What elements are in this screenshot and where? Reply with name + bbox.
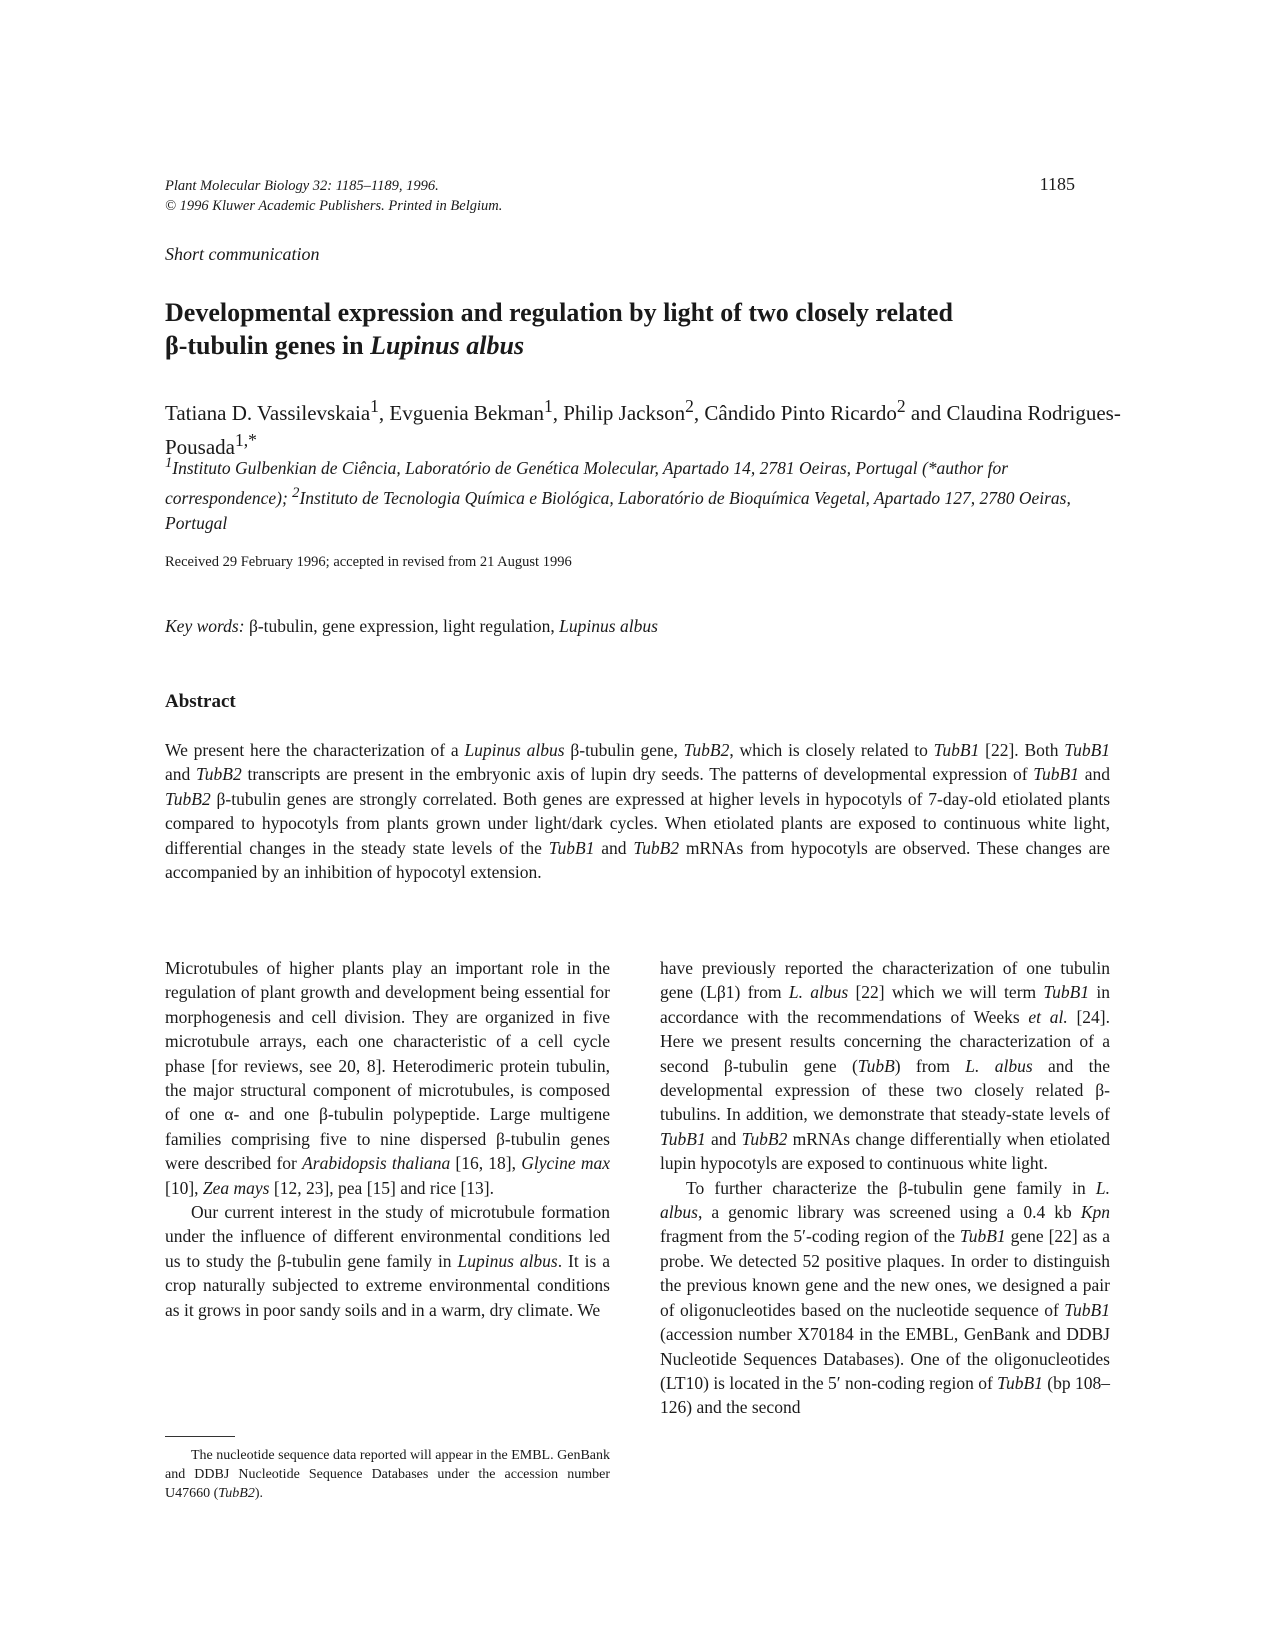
text-run: We present here the characterization of a	[165, 740, 465, 760]
journal-line-2: © 1996 Kluwer Academic Publishers. Printed in Belgium.	[165, 198, 503, 214]
text-run: TubB1	[1043, 982, 1090, 1003]
text-run: [22]. Both	[979, 740, 1065, 760]
keywords-label: Key words:	[165, 616, 245, 636]
text-run: ).	[254, 1486, 264, 1501]
text-run: TubB1	[997, 1372, 1043, 1393]
paper-title	[165, 296, 1105, 362]
text-run: mRNAs from hypocotyls are observed. These changes are accompanied by an inhibition of hypocotyl extension.	[165, 837, 1110, 883]
text-run: L. albus	[788, 982, 849, 1003]
text-run: et al.	[1028, 1006, 1068, 1027]
text-run: TubB1	[1064, 740, 1111, 760]
text-run: TubB1	[660, 1128, 706, 1149]
title-line-1: Developmental expression and regulation by light of two closely related	[165, 298, 953, 327]
title-species: Lupinus albus	[370, 331, 525, 360]
paragraph	[165, 956, 610, 1200]
text-run: TubB1	[959, 1226, 1006, 1247]
text-run: L. albus	[965, 1055, 1033, 1076]
author-2: , Evguenia Bekman	[378, 401, 544, 425]
author-5: and Claudina Rodrigues-Pousada	[165, 401, 1121, 459]
text-run: [12, 23], pea [15] and rice [13].	[269, 1177, 494, 1198]
paragraph	[660, 956, 1110, 1176]
text-run: and the developmental expression of these two closely related β-tubulins. In addition, we demonstrate that steady-state levels of	[660, 1055, 1110, 1125]
text-run: Microtubules of higher plants play an important role in the regulation of plant growth and development being essential for morphogenesis and cell division. They are organized in five microtubule arrays, each one characteristic of a cell cycle phase [for reviews, see 20, 8]. Heterodimeric protein tubulin, the major structural component of microtubules, is composed of one α- and one β-tubulin polypeptide. Large multigene families comprising five to nine dispersed β-tubulin genes were described for	[165, 958, 610, 1174]
author-1-sup: 1	[370, 396, 379, 416]
abstract-body	[165, 738, 1110, 884]
text-run: (bp 108–126) and the second	[660, 1372, 1110, 1418]
text-run: β-tubulin genes are strongly correlated. Both genes are expressed at higher levels in hypocotyls of 7-day-old etiolated plants compared to hypocotyls from plants grown under light/dark cycles. When etiolated plants are exposed to continuous white light, differential changes in the steady state levels of the	[165, 788, 1110, 858]
text-run: Glycine max	[521, 1153, 610, 1174]
paragraph	[660, 1176, 1110, 1420]
text-run: [24]. Here we present results concerning the characterization of a second β-tubulin gene (	[660, 1006, 1110, 1076]
text-run: [22] which we will term	[848, 982, 1044, 1003]
affil-2: Instituto de Tecnologia Química e Biológica, Laboratório de Bioquímica Vegetal, Apartado 127, 2780 Oeiras, Portugal	[165, 487, 1071, 533]
text-run: TubB2	[633, 837, 680, 858]
text-run: in accordance with the recommendations of Weeks	[660, 982, 1111, 1027]
affil-sup-2: 2	[292, 484, 300, 501]
journal-line-1: Plant Molecular Biology 32: 1185–1189, 1996.	[165, 178, 439, 194]
keywords	[165, 616, 658, 637]
text-run: mRNAs change differentially when etiolated lupin hypocotyls are exposed to continuous white light.	[660, 1128, 1110, 1174]
text-run: , a genomic library was screened using a 0.4 kb	[697, 1202, 1081, 1223]
text-run: [10],	[165, 1177, 203, 1198]
author-5-sup: 1,*	[235, 430, 257, 450]
text-run: (accession number X70184 in the EMBL, GenBank and DDBJ Nucleotide Sequences Databases). One of the oligonucleotides (LT10) is located in the 5′ non-coding region of	[660, 1324, 1110, 1393]
text-run: TubB1	[933, 740, 980, 760]
author-4-sup: 2	[896, 396, 906, 416]
received-date: Received 29 February 1996; accepted in revised from 21 August 1996	[165, 554, 572, 570]
text-run: and	[165, 764, 197, 785]
text-run: To further characterize the β-tubulin gene family in	[686, 1177, 1096, 1198]
text-run: . It is a crop naturally subjected to extreme environmental conditions as it grows in poor sandy soils and in a warm, dry climate. We	[165, 1250, 610, 1320]
footnote-rule	[165, 1436, 235, 1437]
paragraph	[165, 1200, 610, 1322]
affil-1: Instituto Gulbenkian de Ciência, Laboratório de Genética Molecular, Apartado 14, 2781 Oeiras, Portugal (*author for correspondence);	[165, 457, 1009, 508]
journal-citation	[165, 176, 502, 216]
body-column-left	[165, 956, 610, 1322]
text-run: ) from	[894, 1055, 966, 1076]
affil-sup-1: 1	[165, 455, 173, 471]
text-run: and	[1078, 764, 1110, 785]
author-4: , Cândido Pinto Ricardo	[693, 401, 897, 425]
text-run: Lupinus albus	[457, 1250, 558, 1271]
section-label: Short communication	[165, 244, 320, 264]
text-run: Lupinus albus	[464, 740, 565, 760]
text-run: TubB2	[741, 1128, 788, 1149]
text-run: have previously reported the characterization of one tubulin gene (Lβ1) from	[660, 958, 1110, 1003]
author-1: Tatiana D. Vassilevskaia	[165, 401, 371, 425]
keywords-text: β-tubulin, gene expression, light regulation,	[244, 616, 560, 636]
text-run: and	[705, 1128, 742, 1149]
title-prefix: β-tubulin genes in	[165, 331, 371, 360]
author-3-sup: 2	[685, 396, 694, 416]
affiliations	[165, 451, 1125, 536]
text-run: Arabidopsis thaliana	[302, 1153, 451, 1174]
text-run: fragment from the 5′-coding region of the	[660, 1226, 960, 1247]
text-run: TubB1	[1033, 764, 1079, 785]
page-number: 1185	[1039, 174, 1075, 194]
text-run: TubB2	[683, 740, 730, 760]
text-run: gene [22] as a probe. We detected 52 positive plaques. In order to distinguish the previous known gene and the new ones, we designed a pair of oligonucleotides based on the nucleotide sequence of	[660, 1226, 1110, 1320]
footnote	[165, 1446, 610, 1503]
text-run: The nucleotide sequence data reported will appear in the EMBL. GenBank and DDBJ Nucleotide Sequence Databases under the accession number U47660 (	[165, 1448, 610, 1501]
text-run: TubB1	[548, 837, 595, 858]
text-run: and	[594, 837, 634, 858]
text-run: [16, 18],	[450, 1153, 522, 1174]
body-column-right	[660, 956, 1110, 1420]
text-run: TubB	[857, 1055, 895, 1076]
text-run: Zea mays	[202, 1177, 270, 1198]
text-run: TubB1	[1064, 1299, 1110, 1320]
text-run: , which is closely related to	[729, 740, 934, 760]
text-run: β-tubulin gene,	[564, 740, 684, 760]
text-run: transcripts are present in the embryonic axis of lupin dry seeds. The patterns of developmental expression of	[241, 764, 1034, 785]
text-run: Kpn	[1080, 1202, 1110, 1223]
title-line-2	[165, 329, 1105, 362]
author-3: , Philip Jackson	[552, 401, 686, 425]
text-run: TubB2	[196, 764, 242, 785]
abstract-heading: Abstract	[165, 691, 236, 712]
text-run: Our current interest in the study of microtubule formation under the influence of different environmental conditions led us to study the β-tubulin gene family in	[165, 1202, 610, 1271]
text-run: TubB2	[165, 788, 211, 809]
keywords-species: Lupinus albus	[559, 616, 658, 636]
text-run: L. albus	[660, 1177, 1110, 1223]
text-run: TubB2	[218, 1486, 255, 1501]
author-2-sup: 1	[543, 396, 553, 416]
